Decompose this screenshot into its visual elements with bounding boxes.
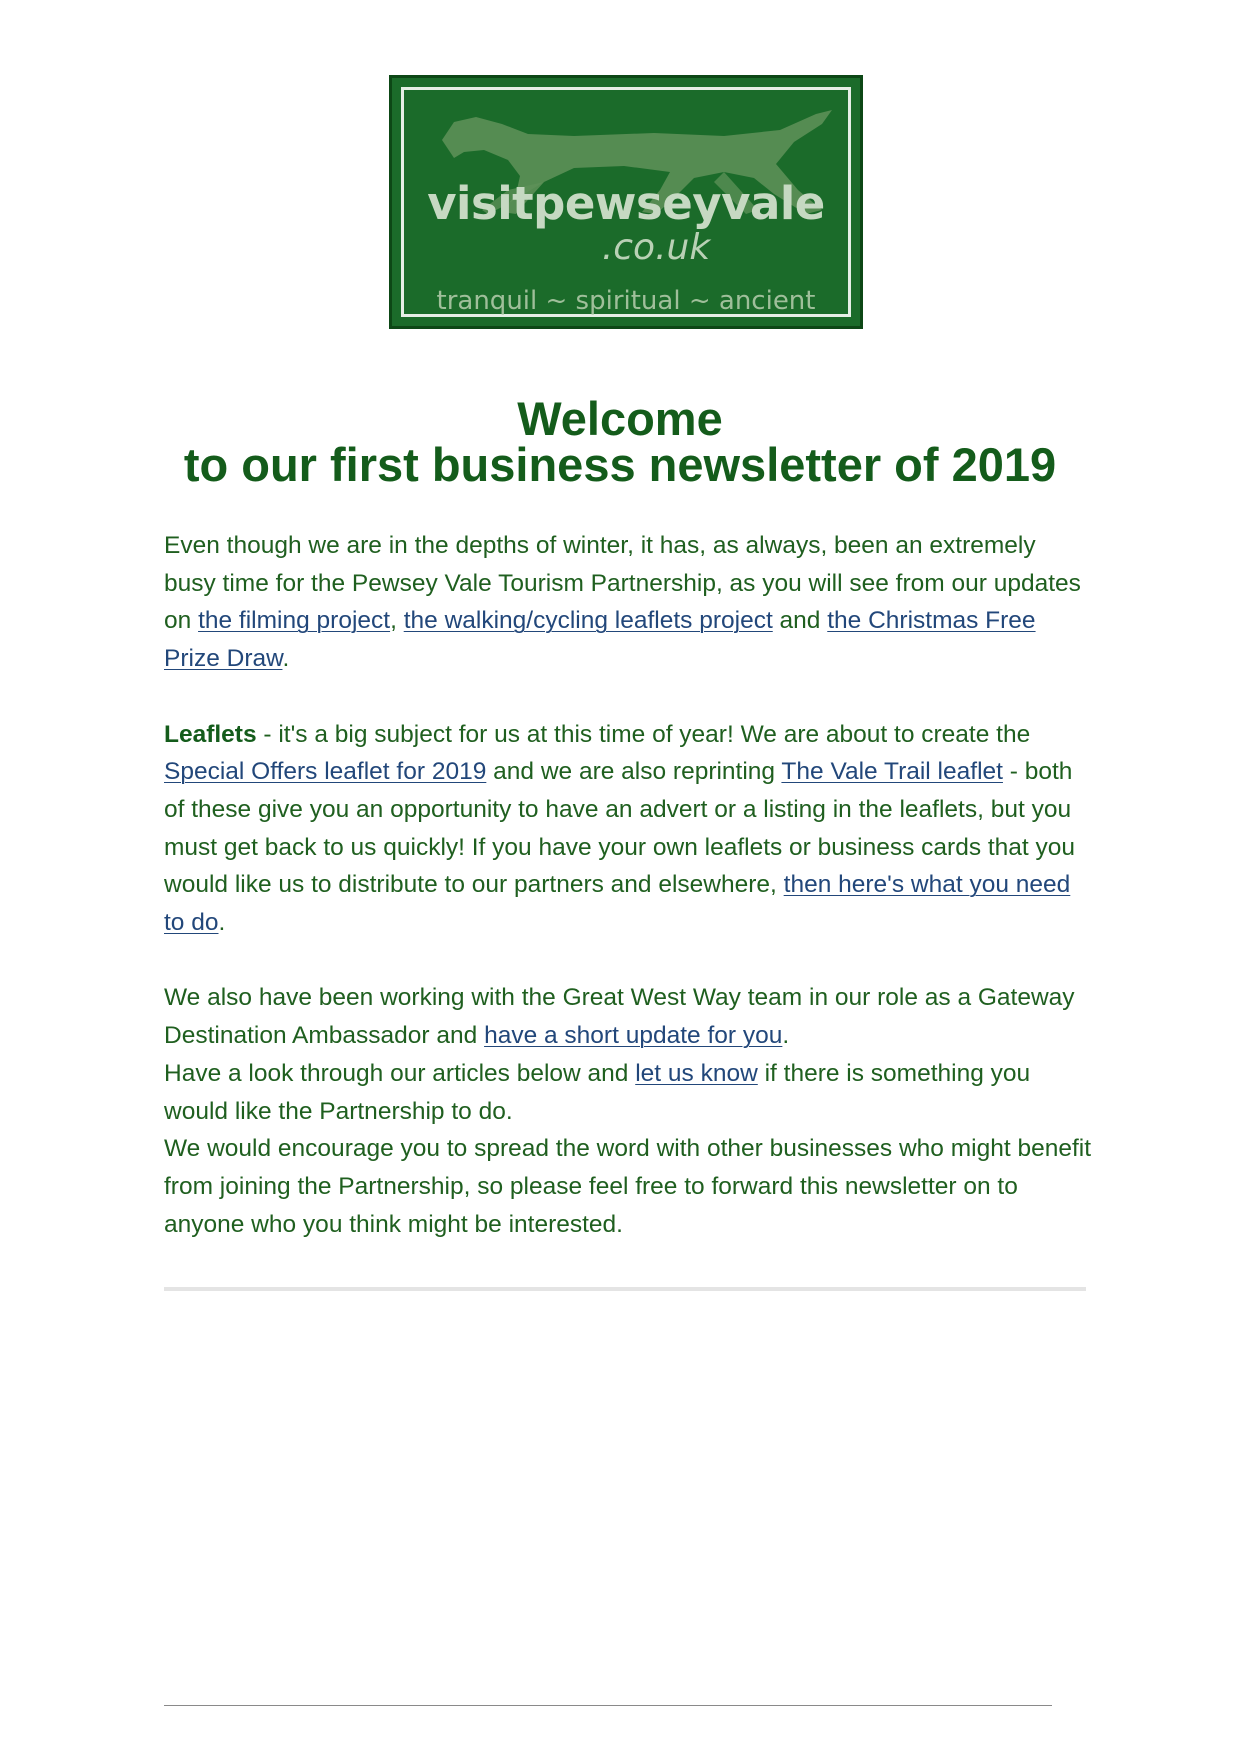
paragraph-gap bbox=[164, 942, 1094, 980]
logo-banner[interactable] bbox=[389, 75, 863, 329]
intro-paragraph bbox=[164, 527, 1094, 678]
newsletter-body bbox=[164, 527, 1094, 1243]
logo-tagline: tranquil ~ spiritual ~ ancient bbox=[436, 286, 816, 316]
logo-inner-border bbox=[401, 87, 851, 317]
gww-text: We also have been working with the Great West Way team in our role as a Gateway Destination Ambassador and bbox=[164, 984, 1075, 1050]
leaflets-paragraph bbox=[164, 716, 1094, 942]
look-text: if there is something you would like the Partnership to do. bbox=[164, 1059, 1031, 1125]
logo-name: visitpewseyvale bbox=[427, 177, 825, 230]
headline-subtitle: to our first business newsletter of 2019 bbox=[183, 438, 1057, 491]
intro-text: and bbox=[772, 607, 828, 635]
gww-paragraph bbox=[164, 979, 1094, 1054]
headline-welcome: Welcome bbox=[517, 392, 723, 445]
look-text: Have a look through our articles below and bbox=[164, 1059, 636, 1087]
filming-project-link[interactable]: the filming project bbox=[198, 607, 391, 635]
gww-update-link[interactable]: have a short update for you bbox=[484, 1022, 783, 1050]
intro-text: , bbox=[390, 607, 404, 635]
paragraph-gap bbox=[164, 678, 1094, 716]
distribution-link[interactable]: then here's what you need to do bbox=[164, 871, 1071, 937]
leaflets-text: - it's a big subject for us at this time of year! We are about to create the bbox=[256, 720, 1031, 748]
vale-trail-link[interactable]: The Vale Trail leaflet bbox=[781, 758, 1003, 786]
look-paragraph bbox=[164, 1055, 1094, 1130]
let-us-know-link[interactable]: let us know bbox=[635, 1059, 758, 1087]
intro-text: . bbox=[282, 645, 290, 673]
prize-draw-link[interactable]: the Christmas Free Prize Draw bbox=[164, 607, 1036, 673]
leaflets-text: - both of these give you an opportunity to have an advert or a listing in the leaflets, but you must get back to us quickly! If you have your own leaflets or business cards that you would like us to distribute to our partners and elsewhere, bbox=[164, 758, 1076, 899]
leaflets-text: . bbox=[218, 909, 226, 937]
footer-divider bbox=[164, 1705, 1052, 1706]
leaflets-text: and we are also reprinting bbox=[486, 758, 782, 786]
intro-text: Even though we are in the depths of winter, it has, as always, been an extremely busy time for the Pewsey Vale Tourism Partnership, as you will see from our updates on bbox=[164, 532, 1081, 635]
leaflets-heading: Leaflets bbox=[164, 720, 257, 748]
gww-text: . bbox=[782, 1022, 790, 1050]
walking-cycling-link[interactable]: the walking/cycling leaflets project bbox=[403, 607, 773, 635]
section-divider bbox=[164, 1287, 1086, 1291]
special-offers-link[interactable]: Special Offers leaflet for 2019 bbox=[164, 758, 487, 786]
encourage-paragraph: We would encourage you to spread the word with other businesses who might benefit from joining the Partnership, so please feel free to forward this newsletter on to anyone who you think might be interested. bbox=[164, 1135, 1092, 1238]
logo-domain: .co.uk bbox=[601, 227, 711, 268]
